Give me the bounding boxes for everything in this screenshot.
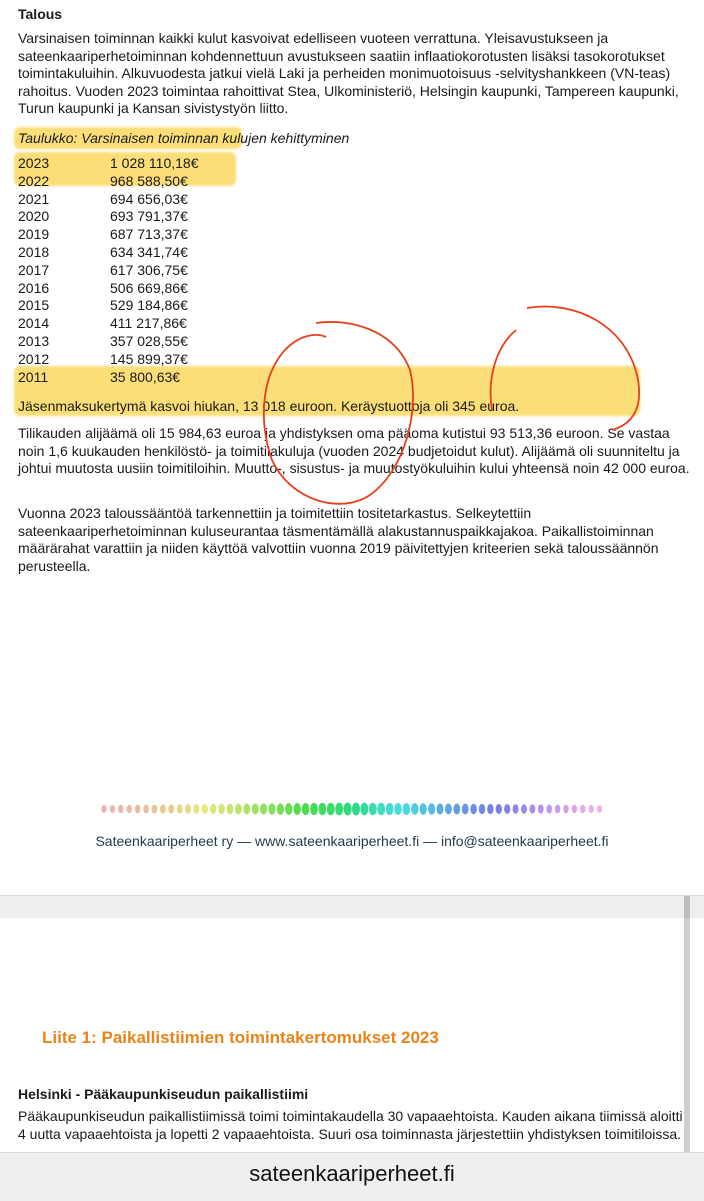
rainbow-dot — [318, 803, 326, 815]
expenses-table — [18, 155, 199, 386]
rainbow-dot — [260, 803, 267, 814]
rainbow-dot — [243, 804, 250, 815]
rainbow-dot — [218, 804, 225, 814]
rainbow-dot — [235, 804, 242, 815]
rainbow-dot — [589, 805, 594, 813]
rainbow-dot — [185, 804, 191, 814]
rainbow-dot — [202, 804, 208, 814]
scrollbar[interactable] — [684, 918, 690, 1158]
table-row — [18, 280, 199, 298]
rainbow-dot — [513, 804, 519, 814]
helsinki-paragraph: Pääkaupunkiseudun paikallistiimissä toimi toimintakaudella 30 vapaaehtoista. Kauden aikana tiimissä aloitti 4 uutta vapaaehtoista ja lopetti 2 vapaaehtoista. Suuri osa toiminnasta järjestettiin yhdistyksen toimitiloissa. — [18, 1108, 683, 1142]
rainbow-dot — [227, 804, 234, 815]
intro-paragraph: Varsinaisen toiminnan kaikki kulut kasvoivat edelliseen vuoteen verrattuna. Yleisavustukseen ja sateenkaariperhetoiminnan kohdennettuun avustukseen saatiin inflaatiokorotusten lisäksi tasokorotukset toimintakuluihin. Alkuvuodesta jatkui vielä Laki ja perheiden monimuotoisuus -selvityshankkeen (VN-teas) rahoitus. Vuoden 2023 toimintaa rahoittivat Stea, Ulkoministeriö, Helsingin kaupunki, Tampereen kaupunki, Turun kaupunki ja Kansan sivistystyön liitto. — [18, 30, 679, 117]
row-year: 2014 — [18, 315, 50, 332]
rainbow-dot — [210, 804, 216, 814]
rainbow-dot — [152, 804, 158, 813]
table-row — [18, 315, 199, 333]
rainbow-dot — [580, 805, 585, 813]
rainbow-dot — [369, 803, 377, 816]
table-row — [18, 155, 199, 173]
rainbow-dot — [538, 804, 544, 813]
row-value: 693 791,37€ — [110, 208, 188, 225]
table-row — [18, 297, 199, 315]
rainbow-dot — [403, 803, 410, 815]
row-value: 617 306,75€ — [110, 261, 188, 278]
table-row — [18, 191, 199, 209]
rainbow-dot — [436, 803, 443, 814]
audit-paragraph: Vuonna 2023 taloussääntöä tarkennettiin ja toimitettiin tositetarkastus. Selkeytettiin sateenkaariperhetoiminnan kuluseurantaa täsmentämällä alakustannuspaikkajakoa. Paikallistoiminnan määrärahat varattiin ja niiden käyttöä valvottiin vuonna 2019 päivitettyjen kriteerien sekä taloussäännön perusteella. — [18, 505, 659, 574]
rainbow-dot — [496, 804, 502, 814]
rainbow-dot — [572, 805, 577, 814]
rainbow-dot — [479, 804, 486, 814]
rainbow-dot — [386, 803, 394, 815]
row-year: 2017 — [18, 261, 50, 278]
rainbow-dot — [504, 804, 510, 814]
row-year: 2013 — [18, 332, 50, 349]
rainbow-dot — [293, 803, 300, 815]
deficit-paragraph: Tilikauden alijäämä oli 15 984,63 euroa ja yhdistyksen oma pääoma kutistui 93 513,36 euroon. Se vastaa noin 1,6 kuukauden henkilöstö- ja toimitilakuluja (vuoden 2024 budjetoidut kulut). Alijäämä oli suunniteltu ja johtui muutosta uusiin toimitiloihin. Muutto-, sisustus- ja muutostyökuluihin kului yhteensä noin 42 000 euroa. — [18, 425, 690, 477]
rainbow-dot — [420, 803, 427, 815]
rainbow-dot — [563, 805, 568, 814]
appendix-title: Liite 1: Paikallistiimien toimintakertomukset 2023 — [42, 1028, 439, 1047]
rainbow-dot — [110, 805, 115, 813]
rainbow-dot — [529, 804, 535, 813]
rainbow-dot — [555, 805, 561, 814]
row-year: 2021 — [18, 190, 50, 207]
rainbow-dot — [327, 803, 335, 816]
rainbow-dot — [277, 803, 284, 815]
rainbow-dot — [521, 804, 527, 814]
document-page-2 — [0, 918, 704, 1158]
row-year: 2012 — [18, 350, 50, 367]
rainbow-dot — [310, 803, 318, 815]
rainbow-dot — [302, 803, 310, 815]
table-row — [18, 173, 199, 191]
row-value: 357 028,55€ — [110, 332, 188, 349]
row-value: 529 184,86€ — [110, 297, 188, 314]
row-value: 687 713,37€ — [110, 226, 188, 243]
rainbow-dot — [445, 803, 452, 814]
rainbow-dot — [411, 803, 418, 815]
table-row — [18, 226, 199, 244]
table-row — [18, 208, 199, 226]
table-row — [18, 333, 199, 351]
table-row — [18, 262, 199, 280]
rainbow-dot — [193, 804, 199, 814]
row-value: 1 028 110,18€ — [110, 155, 199, 171]
rainbow-dot — [127, 805, 132, 814]
rainbow-dots-decoration — [100, 798, 605, 820]
rainbow-dot — [597, 805, 602, 813]
browser-address-bar[interactable] — [0, 1152, 704, 1201]
browser-url[interactable]: sateenkaariperheet.fi — [249, 1161, 455, 1186]
row-value: 506 669,86€ — [110, 279, 188, 296]
row-year: 2023 — [18, 155, 50, 171]
rainbow-dot — [335, 803, 343, 816]
row-year: 2016 — [18, 279, 50, 296]
footer-contact: Sateenkaariperheet ry — www.sateenkaariperheet.fi — info@sateenkaariperheet.fi — [95, 833, 609, 849]
row-value: 634 341,74€ — [110, 243, 188, 260]
rainbow-dot — [344, 803, 352, 816]
rainbow-dot — [546, 804, 552, 813]
table-caption: Taulukko: Varsinaisen toiminnan kulujen kehittyminen — [18, 130, 350, 146]
rainbow-dot — [102, 805, 107, 813]
rainbow-dot — [470, 804, 477, 815]
rainbow-dot — [268, 803, 275, 814]
rainbow-dot — [428, 803, 435, 814]
rainbow-dot — [377, 803, 385, 815]
rainbow-dot — [285, 803, 292, 815]
rainbow-dot — [177, 804, 183, 814]
rainbow-dot — [352, 803, 360, 816]
row-year: 2022 — [18, 172, 50, 189]
row-year: 2019 — [18, 226, 50, 243]
membership-paragraph: Jäsenmaksukertymä kasvoi hiukan, 13 018 euroon. Keräystuottoja oli 345 euroa. — [18, 398, 520, 414]
rainbow-dot — [462, 804, 469, 815]
rainbow-dot — [252, 803, 259, 814]
row-value: 694 656,03€ — [110, 190, 188, 207]
rainbow-dot — [487, 804, 493, 814]
rainbow-dot — [168, 804, 174, 813]
rainbow-dot — [143, 805, 149, 814]
helsinki-heading: Helsinki - Pääkaupunkiseudun paikallistiimi — [18, 1086, 309, 1102]
table-row — [18, 351, 199, 369]
table-row — [18, 369, 199, 387]
row-year: 2011 — [18, 368, 49, 385]
rainbow-dot — [135, 805, 140, 814]
row-year: 2015 — [18, 297, 50, 314]
row-value: 968 588,50€ — [110, 172, 188, 189]
rainbow-dot — [394, 803, 402, 815]
row-year: 2018 — [18, 243, 50, 260]
section-heading: Talous — [18, 6, 63, 22]
table-row — [18, 244, 199, 262]
row-value: 35 800,63€ — [110, 368, 181, 385]
rainbow-dot — [118, 805, 123, 813]
row-value: 145 899,37€ — [110, 350, 188, 367]
row-year: 2020 — [18, 208, 50, 225]
rainbow-dot — [360, 803, 368, 816]
rainbow-dot — [160, 804, 166, 813]
page-separator — [0, 895, 704, 919]
rainbow-dot — [453, 804, 460, 815]
row-value: 411 217,86€ — [110, 315, 187, 332]
